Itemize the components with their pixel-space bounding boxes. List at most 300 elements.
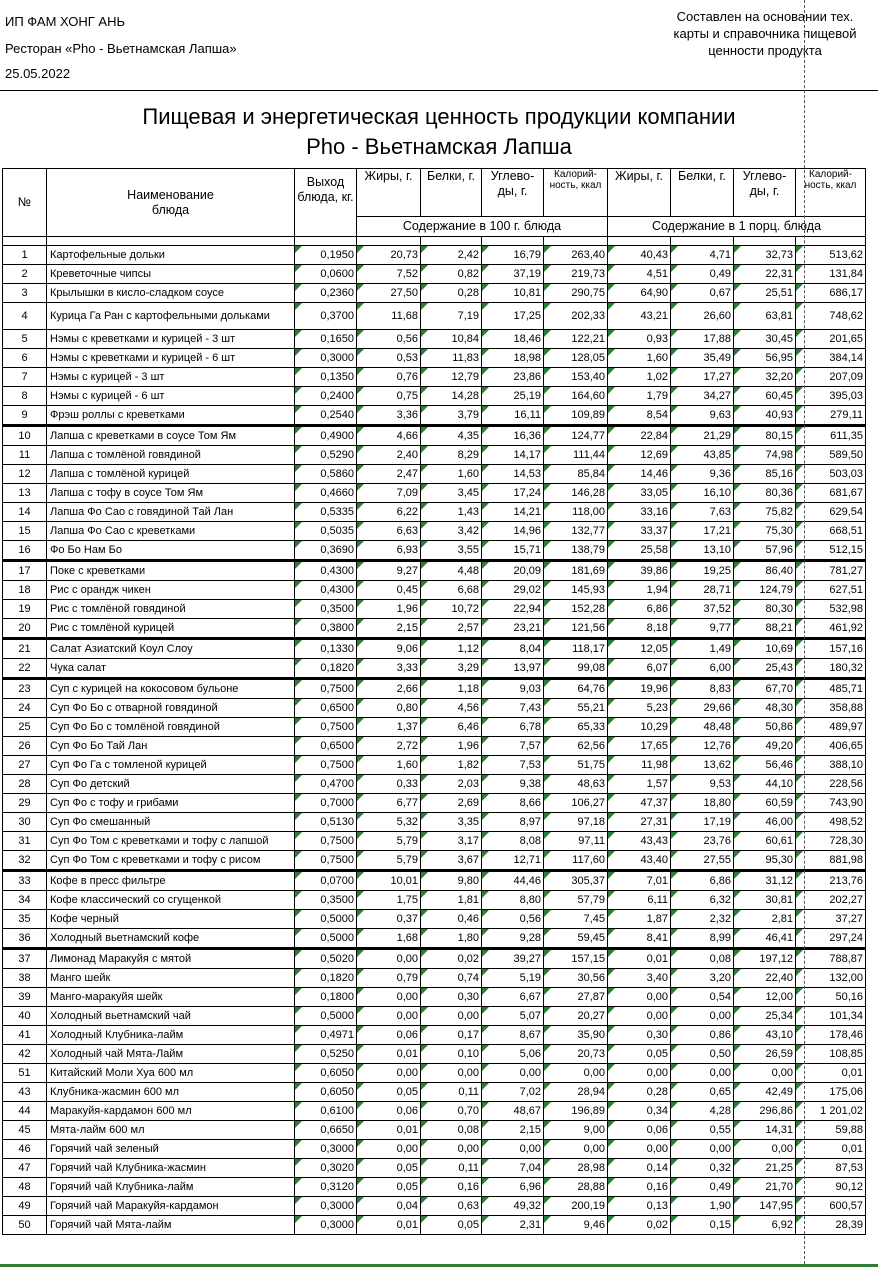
value-yield: 0,1820	[295, 659, 357, 679]
table-row	[3, 699, 866, 718]
row-number: 6	[3, 349, 47, 368]
value-p: 4,56	[421, 699, 482, 718]
dish-name: Горячий чай Мята-лайм	[47, 1216, 295, 1235]
value-c: 8,97	[482, 813, 544, 832]
dish-name: Лимонад Маракуйя с мятой	[47, 949, 295, 969]
value-p2: 48,48	[671, 718, 734, 737]
value-k2: 108,85	[796, 1045, 866, 1064]
value-yield: 0,4660	[295, 484, 357, 503]
value-p2: 37,52	[671, 600, 734, 619]
value-c: 14,21	[482, 503, 544, 522]
value-f: 1,75	[357, 891, 421, 910]
row-number: 5	[3, 330, 47, 349]
table-row	[3, 891, 866, 910]
value-c2: 60,59	[734, 794, 796, 813]
value-f: 10,01	[357, 871, 421, 891]
value-yield: 0,5035	[295, 522, 357, 541]
value-c: 7,02	[482, 1083, 544, 1102]
value-c2: 49,20	[734, 737, 796, 756]
value-k2: 589,50	[796, 446, 866, 465]
value-f2: 1,60	[608, 349, 671, 368]
dish-name: Лапша с тофу в соусе Том Ям	[47, 484, 295, 503]
dish-name: Нэмы с курицей - 6 шт	[47, 387, 295, 406]
value-c: 9,28	[482, 929, 544, 949]
value-yield: 0,5290	[295, 446, 357, 465]
table-row	[3, 813, 866, 832]
value-p: 1,80	[421, 929, 482, 949]
value-f: 0,05	[357, 1083, 421, 1102]
value-yield: 0,3120	[295, 1178, 357, 1197]
value-f: 0,45	[357, 581, 421, 600]
value-p2: 17,27	[671, 368, 734, 387]
value-f: 20,73	[357, 246, 421, 265]
col-kcal-portion: Калорий-ность, ккал	[796, 169, 866, 217]
value-f: 0,01	[357, 1121, 421, 1140]
value-k: 106,27	[544, 794, 608, 813]
value-f2: 11,98	[608, 756, 671, 775]
dish-name: Нэмы с курицей - 3 шт	[47, 368, 295, 387]
dish-name: Манго-маракуйя шейк	[47, 988, 295, 1007]
table-row	[3, 581, 866, 600]
value-f2: 5,23	[608, 699, 671, 718]
value-c2: 48,30	[734, 699, 796, 718]
value-k: 64,76	[544, 679, 608, 699]
value-p: 10,72	[421, 600, 482, 619]
dish-name: Кофе черный	[47, 910, 295, 929]
value-yield: 0,4700	[295, 775, 357, 794]
dish-name: Холодный вьетнамский чай	[47, 1007, 295, 1026]
value-f: 4,66	[357, 426, 421, 446]
value-c: 2,31	[482, 1216, 544, 1235]
nutrition-table	[2, 168, 866, 1235]
value-f2: 39,86	[608, 561, 671, 581]
value-k2: 50,16	[796, 988, 866, 1007]
value-c: 0,56	[482, 910, 544, 929]
value-k: 181,69	[544, 561, 608, 581]
value-f2: 0,16	[608, 1178, 671, 1197]
value-yield: 0,4971	[295, 1026, 357, 1045]
value-k: 97,18	[544, 813, 608, 832]
value-f2: 43,43	[608, 832, 671, 851]
table-row	[3, 503, 866, 522]
value-c2: 44,10	[734, 775, 796, 794]
value-yield: 0,4300	[295, 561, 357, 581]
value-k2: 503,03	[796, 465, 866, 484]
value-k2: 279,11	[796, 406, 866, 426]
value-c2: 86,40	[734, 561, 796, 581]
row-number: 36	[3, 929, 47, 949]
value-p2: 0,54	[671, 988, 734, 1007]
dish-name: Лапша с креветками в соусе Том Ям	[47, 426, 295, 446]
value-p2: 9,63	[671, 406, 734, 426]
value-yield: 0,2360	[295, 284, 357, 303]
value-p: 1,12	[421, 639, 482, 659]
divider	[0, 90, 878, 91]
value-c2: 22,40	[734, 969, 796, 988]
value-k2: 87,53	[796, 1159, 866, 1178]
value-k: 9,00	[544, 1121, 608, 1140]
value-f: 0,01	[357, 1216, 421, 1235]
table-row	[3, 465, 866, 484]
value-f: 0,37	[357, 910, 421, 929]
value-f: 5,32	[357, 813, 421, 832]
row-number: 51	[3, 1064, 47, 1083]
row-number: 18	[3, 581, 47, 600]
value-f: 2,40	[357, 446, 421, 465]
value-f: 3,33	[357, 659, 421, 679]
value-c: 5,06	[482, 1045, 544, 1064]
group-per-portion: Содержание в 1 порц. блюда	[608, 217, 866, 237]
value-f2: 19,96	[608, 679, 671, 699]
value-k: 65,33	[544, 718, 608, 737]
col-name: Наименование блюда	[47, 169, 295, 237]
value-yield: 0,3000	[295, 1140, 357, 1159]
value-p2: 0,08	[671, 949, 734, 969]
row-number: 33	[3, 871, 47, 891]
source-note: Составлен на основании тех. карты и справочника пищевой ценности продукта	[673, 9, 857, 58]
table-row	[3, 1007, 866, 1026]
table-row	[3, 1045, 866, 1064]
value-yield: 0,6050	[295, 1083, 357, 1102]
value-c2: 32,73	[734, 246, 796, 265]
value-k: 200,19	[544, 1197, 608, 1216]
value-k2: 489,97	[796, 718, 866, 737]
value-k2: 395,03	[796, 387, 866, 406]
value-c2: 6,92	[734, 1216, 796, 1235]
row-number: 12	[3, 465, 47, 484]
value-c2: 75,30	[734, 522, 796, 541]
value-k: 118,00	[544, 503, 608, 522]
value-c2: 80,15	[734, 426, 796, 446]
value-f2: 4,51	[608, 265, 671, 284]
table-row	[3, 600, 866, 619]
value-p: 0,16	[421, 1178, 482, 1197]
row-number: 40	[3, 1007, 47, 1026]
value-c2: 50,86	[734, 718, 796, 737]
value-p: 10,84	[421, 330, 482, 349]
row-number: 29	[3, 794, 47, 813]
value-k: 35,90	[544, 1026, 608, 1045]
table-row	[3, 639, 866, 659]
value-f: 7,52	[357, 265, 421, 284]
dish-name: Нэмы с креветками и курицей - 6 шт	[47, 349, 295, 368]
row-number: 42	[3, 1045, 47, 1064]
table-row	[3, 426, 866, 446]
value-yield: 0,4900	[295, 426, 357, 446]
table-row	[3, 988, 866, 1007]
value-p: 6,68	[421, 581, 482, 600]
value-f: 0,05	[357, 1159, 421, 1178]
value-f: 9,27	[357, 561, 421, 581]
row-number: 41	[3, 1026, 47, 1045]
value-f: 0,76	[357, 368, 421, 387]
row-number: 34	[3, 891, 47, 910]
value-k: 9,46	[544, 1216, 608, 1235]
value-c: 8,67	[482, 1026, 544, 1045]
value-p2: 17,21	[671, 522, 734, 541]
row-number: 43	[3, 1083, 47, 1102]
value-f2: 12,05	[608, 639, 671, 659]
value-k2: 384,14	[796, 349, 866, 368]
value-k2: 485,71	[796, 679, 866, 699]
value-c2: 147,95	[734, 1197, 796, 1216]
value-k: 109,89	[544, 406, 608, 426]
value-yield: 0,2540	[295, 406, 357, 426]
value-f2: 10,29	[608, 718, 671, 737]
value-f2: 0,00	[608, 1064, 671, 1083]
value-k: 145,93	[544, 581, 608, 600]
value-c2: 88,21	[734, 619, 796, 639]
value-f2: 8,54	[608, 406, 671, 426]
value-c: 44,46	[482, 871, 544, 891]
value-p: 3,42	[421, 522, 482, 541]
value-k2: 1 201,02	[796, 1102, 866, 1121]
restaurant-name: Ресторан «Pho - Вьетнамская Лапша»	[5, 41, 237, 56]
value-yield: 0,1820	[295, 969, 357, 988]
dish-name: Клубника-жасмин 600 мл	[47, 1083, 295, 1102]
value-c2: 14,31	[734, 1121, 796, 1140]
value-k2: 512,15	[796, 541, 866, 561]
value-k2: 513,62	[796, 246, 866, 265]
value-k2: 132,00	[796, 969, 866, 988]
value-k: 0,00	[544, 1064, 608, 1083]
value-yield: 0,6100	[295, 1102, 357, 1121]
dish-name: Крылышки в кисло-сладком соусе	[47, 284, 295, 303]
dish-name: Суп Фо Том с креветками и тофу с рисом	[47, 851, 295, 871]
company-name: ИП ФАМ ХОНГ АНЬ	[5, 14, 125, 29]
value-c: 16,36	[482, 426, 544, 446]
dish-name: Холодный вьетнамский кофе	[47, 929, 295, 949]
value-p2: 28,71	[671, 581, 734, 600]
value-p: 12,79	[421, 368, 482, 387]
value-c2: 26,59	[734, 1045, 796, 1064]
value-c: 17,24	[482, 484, 544, 503]
dish-name: Лапша Фо Сао с говядиной Тай Лан	[47, 503, 295, 522]
row-number: 46	[3, 1140, 47, 1159]
value-f: 27,50	[357, 284, 421, 303]
table-row	[3, 871, 866, 891]
value-k2: 0,01	[796, 1064, 866, 1083]
value-yield: 0,7500	[295, 679, 357, 699]
dish-name: Холодный Клубника-лайм	[47, 1026, 295, 1045]
value-c2: 25,51	[734, 284, 796, 303]
value-f2: 0,05	[608, 1045, 671, 1064]
value-yield: 0,7500	[295, 832, 357, 851]
value-p: 2,57	[421, 619, 482, 639]
value-c2: 10,69	[734, 639, 796, 659]
value-yield: 0,7500	[295, 756, 357, 775]
value-f2: 17,65	[608, 737, 671, 756]
value-p2: 23,76	[671, 832, 734, 851]
value-f: 0,00	[357, 1064, 421, 1083]
value-p2: 6,32	[671, 891, 734, 910]
value-k: 153,40	[544, 368, 608, 387]
row-number: 26	[3, 737, 47, 756]
value-k: 20,73	[544, 1045, 608, 1064]
value-k: 111,44	[544, 446, 608, 465]
page-title: Пищевая и энергетическая ценность продукции компании	[142, 104, 736, 129]
value-c: 18,98	[482, 349, 544, 368]
dish-name: Суп Фо смешанный	[47, 813, 295, 832]
value-f2: 40,43	[608, 246, 671, 265]
value-k2: 668,51	[796, 522, 866, 541]
value-k: 202,33	[544, 303, 608, 330]
value-f2: 0,06	[608, 1121, 671, 1140]
dish-name: Суп Фо Том с креветками и тофу с лапшой	[47, 832, 295, 851]
value-f: 0,05	[357, 1178, 421, 1197]
row-number: 9	[3, 406, 47, 426]
value-k2: 881,98	[796, 851, 866, 871]
value-f: 11,68	[357, 303, 421, 330]
value-k2: 358,88	[796, 699, 866, 718]
value-f: 2,72	[357, 737, 421, 756]
value-f: 1,60	[357, 756, 421, 775]
value-p: 0,10	[421, 1045, 482, 1064]
value-p: 0,02	[421, 949, 482, 969]
table-row	[3, 1083, 866, 1102]
value-c: 8,08	[482, 832, 544, 851]
value-p2: 0,49	[671, 1178, 734, 1197]
value-f2: 43,40	[608, 851, 671, 871]
value-k: 122,21	[544, 330, 608, 349]
table-row	[3, 737, 866, 756]
dish-name: Салат Азиатский Коул Слоу	[47, 639, 295, 659]
value-k: 59,45	[544, 929, 608, 949]
row-number: 23	[3, 679, 47, 699]
value-p2: 0,65	[671, 1083, 734, 1102]
dish-name: Лапша с томлёной курицей	[47, 465, 295, 484]
value-k: 132,77	[544, 522, 608, 541]
value-p: 2,69	[421, 794, 482, 813]
col-protein: Белки, г.	[421, 169, 482, 217]
value-yield: 0,0600	[295, 265, 357, 284]
value-c2: 74,98	[734, 446, 796, 465]
value-p2: 0,50	[671, 1045, 734, 1064]
value-c2: 2,81	[734, 910, 796, 929]
row-number: 25	[3, 718, 47, 737]
table-row	[3, 446, 866, 465]
value-c: 8,04	[482, 639, 544, 659]
value-f: 6,22	[357, 503, 421, 522]
value-p2: 6,00	[671, 659, 734, 679]
value-k2: 600,57	[796, 1197, 866, 1216]
value-p2: 7,63	[671, 503, 734, 522]
value-p: 1,60	[421, 465, 482, 484]
value-c: 6,78	[482, 718, 544, 737]
dish-name: Поке с креветками	[47, 561, 295, 581]
value-k2: 178,46	[796, 1026, 866, 1045]
value-p2: 2,32	[671, 910, 734, 929]
value-yield: 0,2400	[295, 387, 357, 406]
value-p: 0,70	[421, 1102, 482, 1121]
value-p2: 16,10	[671, 484, 734, 503]
bottom-edge	[0, 1264, 878, 1277]
value-c2: 25,43	[734, 659, 796, 679]
value-p2: 27,55	[671, 851, 734, 871]
col-carbs-portion: Углево-ды, г.	[734, 169, 796, 217]
value-p: 0,17	[421, 1026, 482, 1045]
value-f2: 0,00	[608, 1007, 671, 1026]
value-yield: 0,5000	[295, 929, 357, 949]
value-k: 28,98	[544, 1159, 608, 1178]
value-k: 146,28	[544, 484, 608, 503]
value-p2: 12,76	[671, 737, 734, 756]
value-p: 0,00	[421, 1007, 482, 1026]
table-row	[3, 756, 866, 775]
value-k: 57,79	[544, 891, 608, 910]
row-number: 31	[3, 832, 47, 851]
table-row	[3, 851, 866, 871]
table-row	[3, 1159, 866, 1178]
value-c: 6,96	[482, 1178, 544, 1197]
dish-name: Горячий чай Маракуйя-кардамон	[47, 1197, 295, 1216]
table-row	[3, 969, 866, 988]
value-k2: 781,27	[796, 561, 866, 581]
value-yield: 0,5250	[295, 1045, 357, 1064]
value-f: 1,96	[357, 600, 421, 619]
value-c: 8,80	[482, 891, 544, 910]
value-k2: 728,30	[796, 832, 866, 851]
value-c2: 12,00	[734, 988, 796, 1007]
dish-name: Фо Бо Нам Бо	[47, 541, 295, 561]
value-f2: 1,79	[608, 387, 671, 406]
row-number: 3	[3, 284, 47, 303]
col-fat-portion: Жиры, г.	[608, 169, 671, 217]
value-f: 0,00	[357, 1140, 421, 1159]
value-c2: 80,36	[734, 484, 796, 503]
value-k: 62,56	[544, 737, 608, 756]
value-k2: 175,06	[796, 1083, 866, 1102]
value-f: 0,75	[357, 387, 421, 406]
value-p: 14,28	[421, 387, 482, 406]
value-yield: 0,7500	[295, 851, 357, 871]
value-f2: 6,07	[608, 659, 671, 679]
row-number: 14	[3, 503, 47, 522]
value-k2: 201,65	[796, 330, 866, 349]
value-c2: 32,20	[734, 368, 796, 387]
value-c: 23,21	[482, 619, 544, 639]
table-row	[3, 484, 866, 503]
value-f2: 43,21	[608, 303, 671, 330]
value-yield: 0,3000	[295, 349, 357, 368]
value-k2: 388,10	[796, 756, 866, 775]
value-f: 5,79	[357, 851, 421, 871]
dish-name: Картофельные дольки	[47, 246, 295, 265]
value-k2: 207,09	[796, 368, 866, 387]
table-row	[3, 794, 866, 813]
value-f2: 8,18	[608, 619, 671, 639]
value-k2: 788,87	[796, 949, 866, 969]
col-fat: Жиры, г.	[357, 169, 421, 217]
value-k: 124,77	[544, 426, 608, 446]
value-c: 7,04	[482, 1159, 544, 1178]
value-c: 8,66	[482, 794, 544, 813]
value-k: 27,87	[544, 988, 608, 1007]
dish-name: Суп Фо Бо с томлёной говядиной	[47, 718, 295, 737]
table-row	[3, 561, 866, 581]
value-p2: 29,66	[671, 699, 734, 718]
value-p: 3,79	[421, 406, 482, 426]
value-f: 0,04	[357, 1197, 421, 1216]
table-row	[3, 1140, 866, 1159]
value-c: 15,71	[482, 541, 544, 561]
value-p2: 18,80	[671, 794, 734, 813]
value-p: 1,18	[421, 679, 482, 699]
value-f: 6,63	[357, 522, 421, 541]
table-row	[3, 368, 866, 387]
table-row	[3, 619, 866, 639]
value-p2: 13,62	[671, 756, 734, 775]
